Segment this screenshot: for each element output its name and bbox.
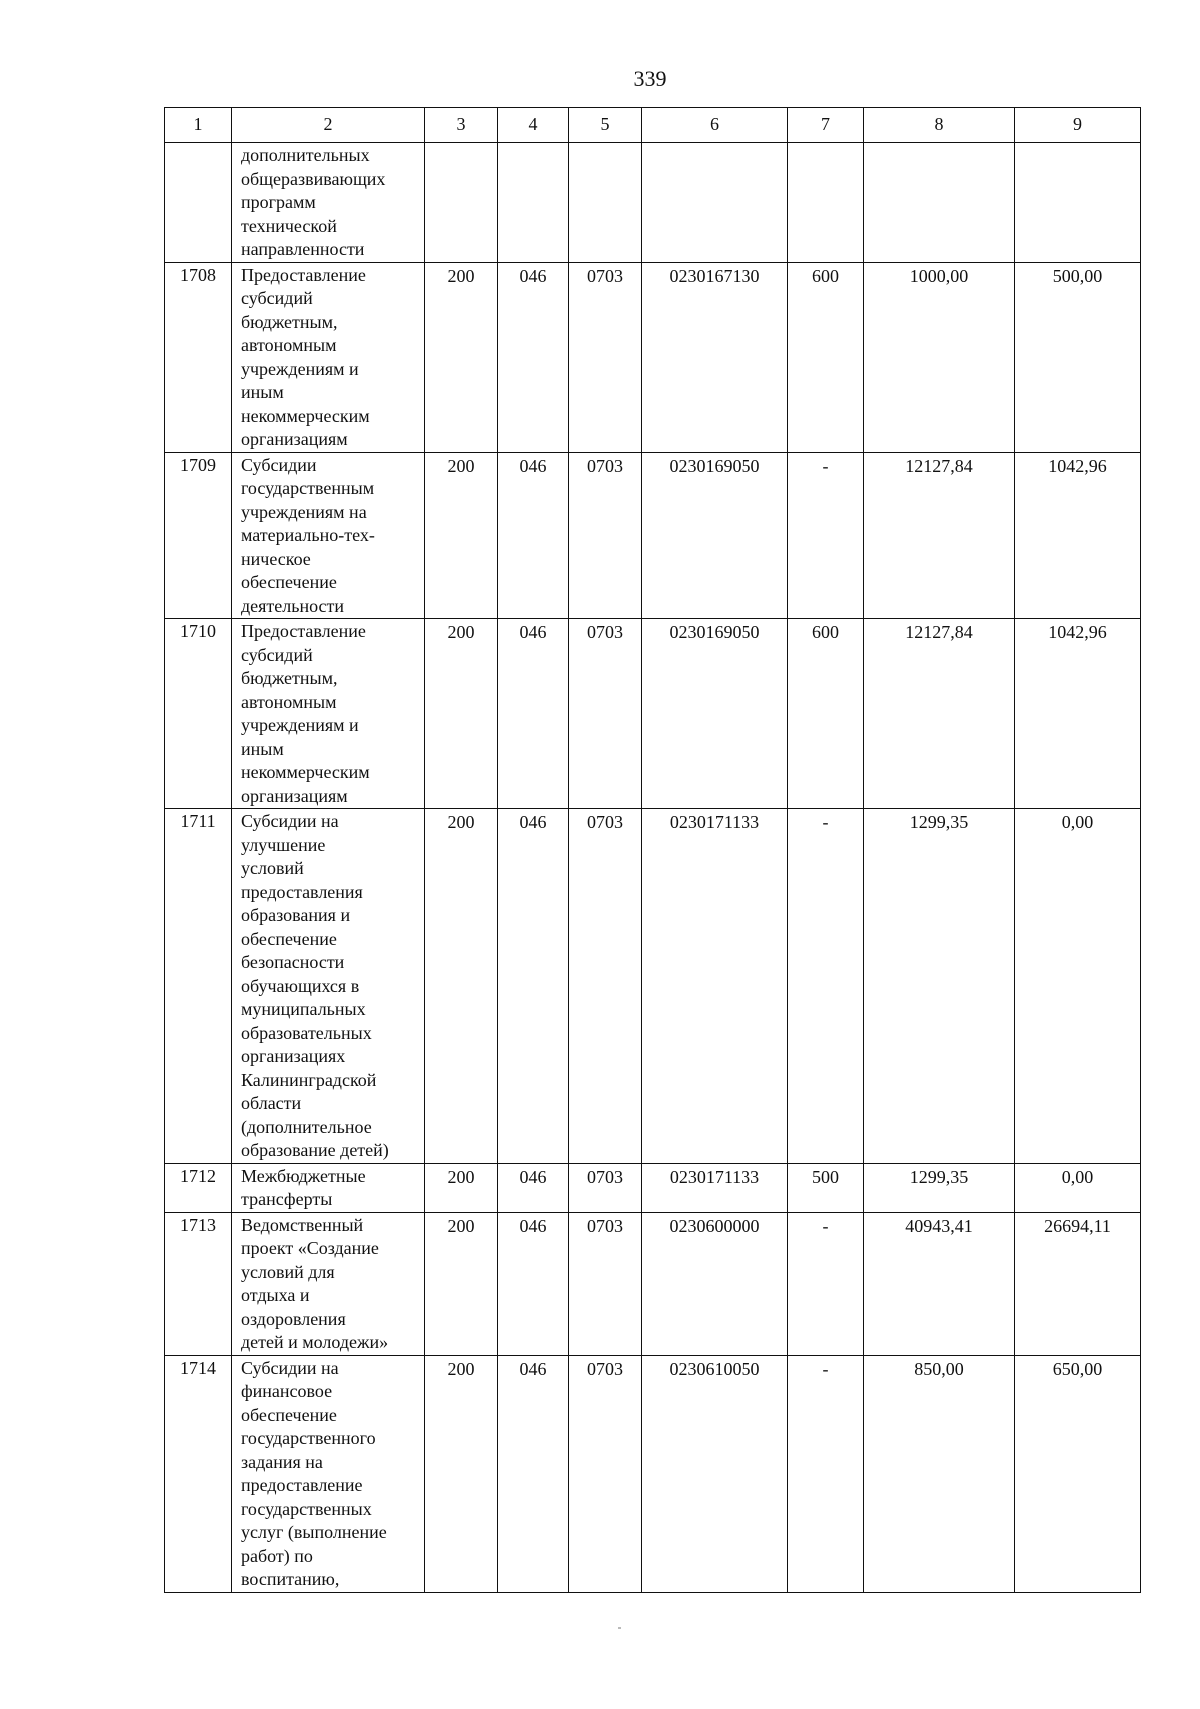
column-9-cell: [1015, 143, 1141, 263]
item-name-cell: [232, 143, 425, 263]
column-8-cell: [864, 143, 1015, 263]
item-name-line: организациях: [241, 1046, 346, 1066]
item-name-line: государственных: [241, 1498, 372, 1519]
item-name-line: программ: [241, 192, 316, 212]
column-6-cell: [642, 143, 788, 263]
column-8-cell: 850,00: [864, 1355, 1015, 1592]
item-name-cell: [232, 1163, 425, 1212]
item-name-line: учреждениям и: [241, 715, 359, 735]
item-name-line: обучающихся в: [241, 975, 360, 996]
column-5-cell: 0703: [569, 1355, 642, 1592]
column-header-5: 5: [569, 108, 642, 143]
item-name-line: иным: [241, 738, 284, 759]
column-4-cell: 046: [498, 452, 569, 619]
table-row: [165, 1212, 1141, 1355]
item-name-line: бюджетным,: [241, 311, 338, 332]
row-number-cell: 1709: [165, 452, 232, 619]
column-3-cell: [425, 143, 498, 263]
column-7-cell: 600: [788, 262, 864, 452]
column-6-cell: 0230171133: [642, 1163, 788, 1212]
item-name-cell: [232, 809, 425, 1164]
column-8-cell: 1000,00: [864, 262, 1015, 452]
item-name-line: детей и молодежи»: [241, 1332, 389, 1352]
column-4-cell: [498, 143, 569, 263]
item-name-line: общеразвивающих: [241, 168, 386, 189]
column-3-cell: 200: [425, 1355, 498, 1592]
column-7-cell: -: [788, 809, 864, 1164]
table-row: [165, 619, 1141, 809]
column-5-cell: 0703: [569, 1212, 642, 1355]
column-3-cell: 200: [425, 619, 498, 809]
row-number-cell: [165, 143, 232, 263]
item-name-line: бюджетным,: [241, 668, 338, 688]
item-name-line: безопасности: [241, 952, 345, 972]
page-number: 339: [633, 66, 667, 91]
item-name-cell: [232, 619, 425, 809]
item-name-line: условий для: [241, 1261, 335, 1282]
column-3-cell: 200: [425, 452, 498, 619]
item-name-line: направленности: [241, 239, 365, 259]
item-name-line: иным: [241, 382, 284, 402]
item-name-line: Субсидии на: [241, 811, 339, 831]
column-7-cell: [788, 143, 864, 263]
column-4-cell: 046: [498, 1355, 569, 1592]
column-4-cell: 046: [498, 1212, 569, 1355]
row-number-cell: 1713: [165, 1212, 232, 1355]
column-5-cell: 0703: [569, 1163, 642, 1212]
item-name-line: автономным: [241, 691, 337, 712]
column-6-cell: 0230169050: [642, 619, 788, 809]
item-name-line: обеспечение: [241, 572, 337, 592]
column-header-8: 8: [864, 108, 1015, 143]
column-5-cell: 0703: [569, 619, 642, 809]
item-name-line: некоммерческим: [241, 405, 370, 426]
item-name-line: организациям: [241, 429, 348, 449]
column-9-cell: 1042,96: [1015, 619, 1141, 809]
budget-table: [164, 107, 1141, 1593]
column-8-cell: 40943,41: [864, 1212, 1015, 1355]
item-name-line: Предоставление: [241, 264, 366, 285]
item-name-line: предоставления: [241, 881, 363, 902]
column-8-cell: 1299,35: [864, 809, 1015, 1164]
column-header-7: 7: [788, 108, 864, 143]
item-name-cell: [232, 1212, 425, 1355]
column-header-2: 2: [232, 108, 425, 143]
item-name-line: технической: [241, 215, 337, 236]
item-name-line: образование детей): [241, 1140, 389, 1160]
item-name-line: условий: [241, 858, 304, 878]
item-name-line: государственного: [241, 1428, 376, 1448]
table-row: [165, 262, 1141, 452]
column-3-cell: 200: [425, 262, 498, 452]
column-3-cell: 200: [425, 809, 498, 1164]
item-name-line: субсидий: [241, 644, 313, 665]
item-name-line: услуг (выполнение: [241, 1522, 387, 1542]
item-name-line: оздоровления: [241, 1308, 346, 1329]
column-5-cell: 0703: [569, 452, 642, 619]
column-header-3: 3: [425, 108, 498, 143]
column-header-1: 1: [165, 108, 232, 143]
row-number-cell: 1710: [165, 619, 232, 809]
column-5-cell: 0703: [569, 262, 642, 452]
item-name-line: отдыха и: [241, 1285, 310, 1305]
item-name-line: (дополнительное: [241, 1116, 372, 1137]
column-5-cell: [569, 143, 642, 263]
scan-mark: [618, 1627, 621, 1629]
column-4-cell: 046: [498, 809, 569, 1164]
item-name-line: предоставление: [241, 1475, 363, 1495]
column-9-cell: 26694,11: [1015, 1212, 1141, 1355]
column-9-cell: 0,00: [1015, 809, 1141, 1164]
item-name-line: воспитанию,: [241, 1569, 340, 1589]
item-name-line: Субсидии на: [241, 1357, 339, 1378]
column-7-cell: -: [788, 452, 864, 619]
item-name-line: ническое: [241, 548, 311, 569]
item-name-line: муниципальных: [241, 999, 366, 1019]
column-9-cell: 650,00: [1015, 1355, 1141, 1592]
item-name-line: обеспечение: [241, 1404, 337, 1425]
column-3-cell: 200: [425, 1212, 498, 1355]
item-name-line: Межбюджетные: [241, 1165, 366, 1186]
column-4-cell: 046: [498, 619, 569, 809]
row-number-cell: 1708: [165, 262, 232, 452]
table-row: [165, 143, 1141, 263]
item-name-line: образовательных: [241, 1022, 372, 1043]
item-name-line: задания на: [241, 1451, 323, 1472]
row-number-cell: 1714: [165, 1355, 232, 1592]
column-6-cell: 0230600000: [642, 1212, 788, 1355]
column-header-6: 6: [642, 108, 788, 143]
item-name-line: области: [241, 1093, 302, 1113]
column-6-cell: 0230610050: [642, 1355, 788, 1592]
item-name-line: Калининградской: [241, 1069, 377, 1090]
table-row: [165, 452, 1141, 619]
table-row: [165, 809, 1141, 1164]
column-header-4: 4: [498, 108, 569, 143]
column-8-cell: 12127,84: [864, 619, 1015, 809]
table-body: [165, 143, 1141, 1593]
item-name-line: проект «Создание: [241, 1238, 379, 1258]
item-name-line: материально-тех-: [241, 525, 375, 545]
item-name-cell: [232, 262, 425, 452]
item-name-line: государственным: [241, 478, 375, 498]
table-header-row: [165, 108, 1141, 143]
column-5-cell: 0703: [569, 809, 642, 1164]
row-number-cell: 1711: [165, 809, 232, 1164]
column-8-cell: 1299,35: [864, 1163, 1015, 1212]
column-7-cell: 600: [788, 619, 864, 809]
item-name-line: трансферты: [241, 1189, 333, 1209]
item-name-line: учреждениям и: [241, 358, 359, 379]
item-name-line: Предоставление: [241, 621, 366, 641]
column-7-cell: -: [788, 1212, 864, 1355]
table-row: [165, 1355, 1141, 1592]
column-header-9: 9: [1015, 108, 1141, 143]
column-4-cell: 046: [498, 1163, 569, 1212]
column-4-cell: 046: [498, 262, 569, 452]
column-6-cell: 0230167130: [642, 262, 788, 452]
column-6-cell: 0230171133: [642, 809, 788, 1164]
row-number-cell: 1712: [165, 1163, 232, 1212]
item-name-cell: [232, 1355, 425, 1592]
item-name-line: дополнительных: [241, 145, 370, 165]
table-row: [165, 1163, 1141, 1212]
item-name-line: улучшение: [241, 834, 326, 855]
item-name-line: Ведомственный: [241, 1214, 364, 1235]
item-name-line: автономным: [241, 335, 337, 355]
column-9-cell: 1042,96: [1015, 452, 1141, 619]
item-name-line: некоммерческим: [241, 762, 370, 782]
column-7-cell: 500: [788, 1163, 864, 1212]
item-name-cell: [232, 452, 425, 619]
item-name-line: субсидий: [241, 288, 313, 308]
item-name-line: образования и: [241, 905, 351, 925]
item-name-line: работ) по: [241, 1545, 313, 1566]
column-6-cell: 0230169050: [642, 452, 788, 619]
item-name-line: финансовое: [241, 1381, 333, 1401]
item-name-line: деятельности: [241, 595, 345, 616]
item-name-line: обеспечение: [241, 928, 337, 949]
column-9-cell: 500,00: [1015, 262, 1141, 452]
item-name-line: организациям: [241, 785, 348, 806]
column-9-cell: 0,00: [1015, 1163, 1141, 1212]
column-3-cell: 200: [425, 1163, 498, 1212]
column-8-cell: 12127,84: [864, 452, 1015, 619]
item-name-line: учреждениям на: [241, 501, 367, 522]
item-name-line: Субсидии: [241, 454, 317, 475]
column-7-cell: -: [788, 1355, 864, 1592]
